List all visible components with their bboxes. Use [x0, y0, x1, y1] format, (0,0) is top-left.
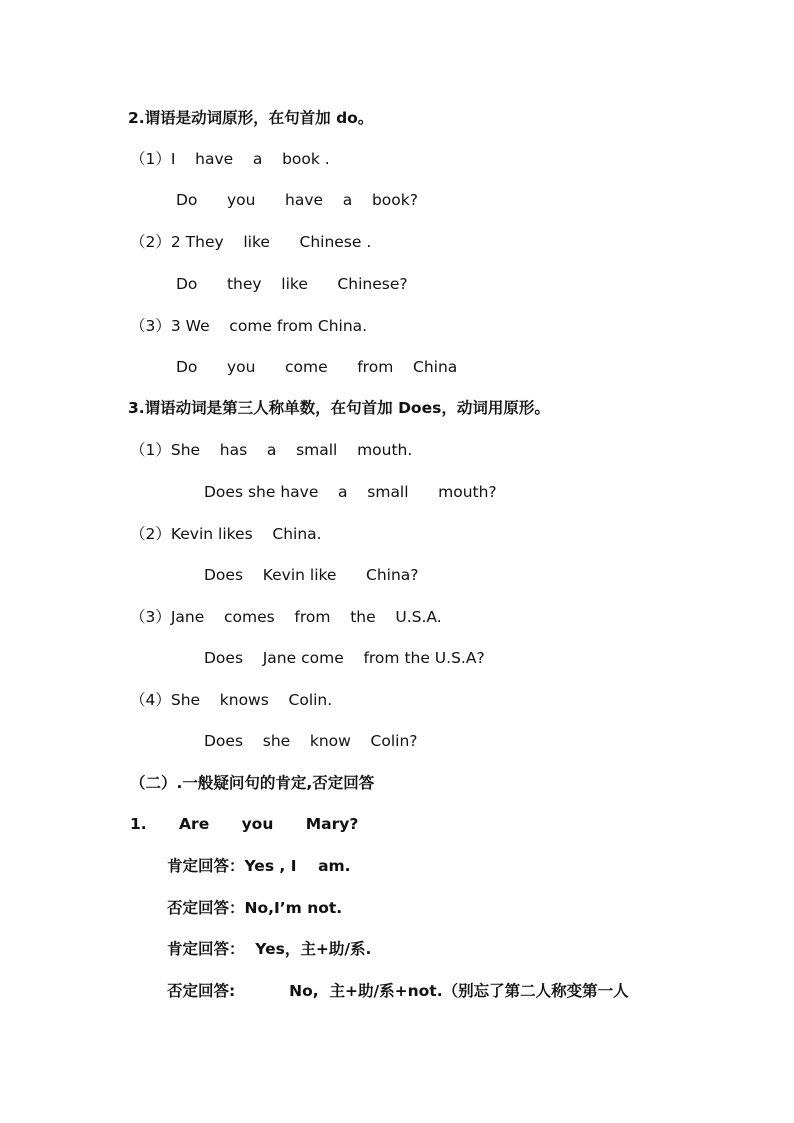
example-5-statement: （2）Kevin likes China. [130, 525, 322, 543]
example-1-statement: （1）I have a book . [130, 150, 330, 168]
example-6-question: Does Jane come from the U.S.A? [204, 649, 485, 667]
affirmative-answer-1: 肯定回答：Yes , I am. [167, 857, 351, 875]
heading-2: 2.谓语是动词原形，在句首加 do。 [128, 109, 374, 127]
example-5-question: Does Kevin like China? [204, 566, 419, 584]
example-7-question: Does she know Colin? [204, 732, 418, 750]
negative-answer-rule: 否定回答: No, 主+助/系+not.（别忘了第二人称变第一人 [167, 982, 629, 1000]
answer-example-question: 1. Are you Mary? [130, 815, 359, 833]
example-4-question: Does she have a small mouth? [204, 483, 497, 501]
affirmative-answer-rule: 肯定回答： Yes，主+助/系. [167, 940, 372, 958]
example-4-statement: （1）She has a small mouth. [130, 441, 413, 459]
section-answers-heading: （二）.一般疑问句的肯定,否定回答 [130, 774, 375, 792]
example-7-statement: （4）She knows Colin. [130, 691, 333, 709]
example-2-statement: （2）2 They like Chinese . [130, 233, 372, 251]
heading-3: 3.谓语动词是第三人称单数，在句首加 Does，动词用原形。 [128, 399, 550, 417]
example-2-question: Do they like Chinese? [176, 275, 408, 293]
example-3-question: Do you come from China [176, 358, 458, 376]
example-6-statement: （3）Jane comes from the U.S.A. [130, 608, 442, 626]
example-3-statement: （3）3 We come from China. [130, 317, 368, 335]
negative-answer-1: 否定回答：No,I’m not. [167, 899, 343, 917]
example-1-question: Do you have a book? [176, 191, 418, 209]
